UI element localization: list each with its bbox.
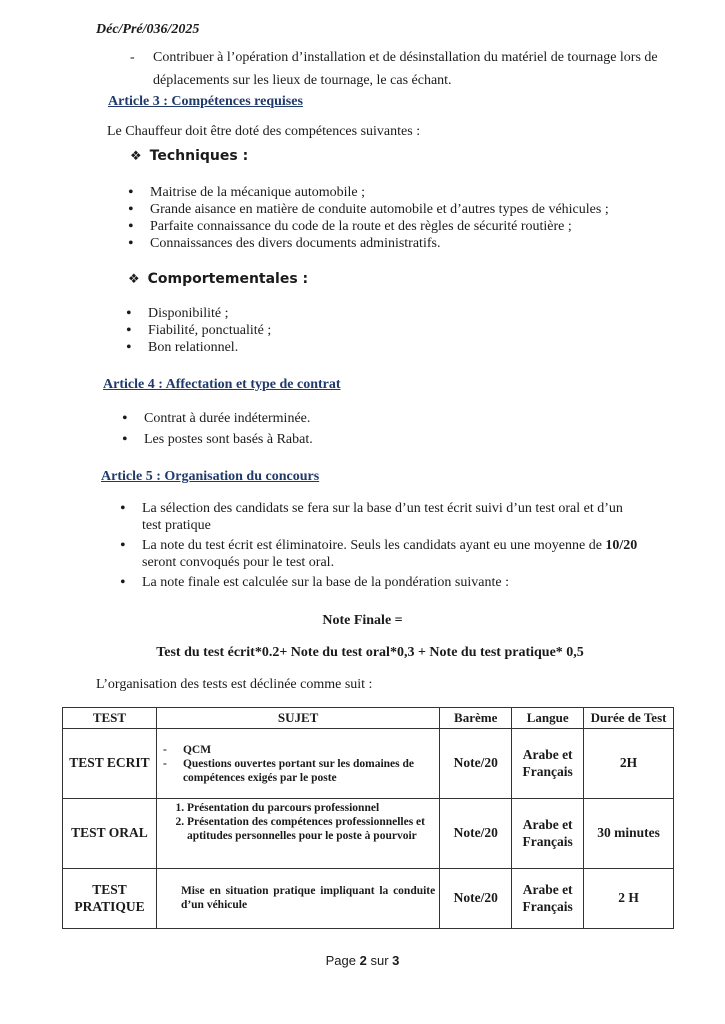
table-row xyxy=(63,729,674,799)
duree-cell: 2H xyxy=(584,729,674,799)
article-5-list xyxy=(120,500,645,591)
list-item: • Bon relationnel. xyxy=(126,339,526,356)
techniques-list xyxy=(128,184,688,252)
list-item: • Contrat à durée indéterminée. xyxy=(122,410,522,427)
article-5-title: Article 5 : Organisation du concours xyxy=(101,469,320,484)
diamond-bullet-icon: ❖ xyxy=(128,272,140,287)
page-number: 2 xyxy=(359,953,367,968)
table-header-row xyxy=(63,708,674,729)
threshold-score: 10/20 xyxy=(605,538,638,553)
article-4-title: Article 4 : Affectation et type de contrat xyxy=(103,377,341,392)
langue-cell: Arabe et Français xyxy=(512,799,584,869)
column-header: SUJET xyxy=(156,708,439,729)
page-word: Page xyxy=(325,953,356,968)
of-word: sur xyxy=(370,953,389,968)
dash-marker: - xyxy=(130,50,135,65)
formula-title: Note Finale = xyxy=(322,613,403,628)
sujet-item: - QCM xyxy=(183,743,435,757)
article-4-list xyxy=(122,410,522,448)
list-item: • Parfaite connaissance du code de la route et des règles de sécurité routière ; xyxy=(128,218,688,235)
column-header: TEST xyxy=(63,708,157,729)
sujet-cell xyxy=(156,729,439,799)
test-name: TEST ORAL xyxy=(63,799,157,869)
table-row xyxy=(63,799,674,869)
page-total: 3 xyxy=(392,953,400,968)
tests-table xyxy=(62,707,674,929)
intro-text: Contribuer à l’opération d’installation et de désinstallation du matériel de tournage lors de déplacements sur les lieux de tournage, le cas échant. xyxy=(153,50,658,88)
test-name: TEST ECRIT xyxy=(63,729,157,799)
formula: Test du test écrit*0.2+ Note du test oral*0,3 + Note du test pratique* 0,5 xyxy=(156,645,584,660)
techniques-title: Techniques : xyxy=(149,148,249,164)
diamond-bullet-icon: ❖ xyxy=(130,149,142,164)
comportementales-list xyxy=(126,305,526,356)
list-item: • Disponibilité ; xyxy=(126,305,526,322)
sujet-item: 2. Présentation des compétences professionnelles et aptitudes personnelles pour le poste à pourvoir xyxy=(187,815,435,843)
duree-cell: 2 H xyxy=(584,869,674,929)
page-footer xyxy=(0,953,725,969)
item-text: seront convoqués pour le test oral. xyxy=(142,555,335,570)
sujet-list xyxy=(161,801,435,843)
article-3-title: Article 3 : Compétences requises xyxy=(108,94,303,109)
test-name: TEST PRATIQUE xyxy=(63,869,157,929)
list-item: • Connaissances des divers documents administratifs. xyxy=(128,235,688,252)
article-3-lead: Le Chauffeur doit être doté des compétences suivantes : xyxy=(107,124,421,139)
list-item: • La note finale est calculée sur la base de la pondération suivante : xyxy=(120,574,645,591)
bareme-cell: Note/20 xyxy=(440,799,512,869)
bareme-cell: Note/20 xyxy=(440,869,512,929)
list-item xyxy=(120,537,645,571)
comportementales-title: Comportementales : xyxy=(147,271,309,287)
column-header: Langue xyxy=(512,708,584,729)
list-item: • Maitrise de la mécanique automobile ; xyxy=(128,184,688,201)
sujet-item: 1. Présentation du parcours professionnel xyxy=(187,801,435,815)
column-header: Durée de Test xyxy=(584,708,674,729)
langue-cell: Arabe et Français xyxy=(512,869,584,929)
list-item: • La sélection des candidats se fera sur la base d’un test écrit suivi d’un test oral et d’un test pratique xyxy=(120,500,645,534)
organisation-lead: L’organisation des tests est déclinée comme suit : xyxy=(96,677,373,692)
sujet-list xyxy=(161,743,435,785)
sujet-cell: Mise en situation pratique impliquant la conduite d’un véhicule xyxy=(156,869,439,929)
document-reference: Déc/Pré/036/2025 xyxy=(96,22,200,37)
comportementales-heading xyxy=(128,271,308,288)
intro-item xyxy=(130,46,680,92)
duree-cell: 30 minutes xyxy=(584,799,674,869)
langue-cell: Arabe et Français xyxy=(512,729,584,799)
bareme-cell: Note/20 xyxy=(440,729,512,799)
list-item: • Les postes sont basés à Rabat. xyxy=(122,431,522,448)
list-item: • Fiabilité, ponctualité ; xyxy=(126,322,526,339)
list-item: • Grande aisance en matière de conduite automobile et d’autres types de véhicules ; xyxy=(128,201,688,218)
sujet-cell xyxy=(156,799,439,869)
techniques-heading xyxy=(130,148,248,165)
table-row xyxy=(63,869,674,929)
item-text: La note du test écrit est éliminatoire. Seuls les candidats ayant eu une moyenne de xyxy=(142,538,602,553)
column-header: Barème xyxy=(440,708,512,729)
sujet-item: - Questions ouvertes portant sur les domaines de compétences exigés par le poste xyxy=(183,757,435,785)
